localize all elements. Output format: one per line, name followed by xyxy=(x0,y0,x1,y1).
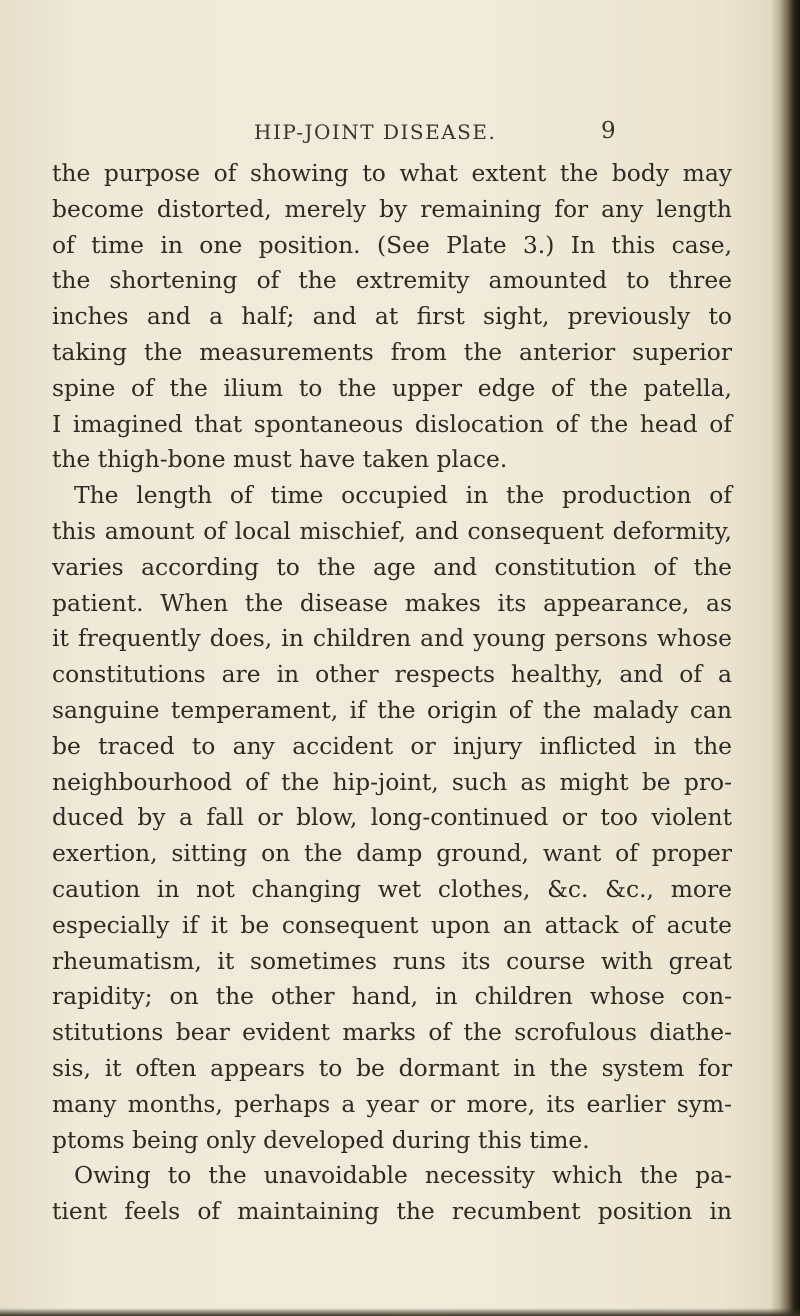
text-line: taking the measurements from the anterior superior xyxy=(52,337,732,366)
text-line: ptoms being only developed during this time. xyxy=(52,1125,590,1154)
text-line: many months, perhaps a year or more, its earlier sym- xyxy=(52,1089,732,1118)
page-edge-shadow xyxy=(770,0,780,1316)
text-line: constitutions are in other respects healthy, and of a xyxy=(52,660,732,689)
text-line: it frequently does, in children and young persons whose xyxy=(52,624,732,653)
text-line: the purpose of showing to what extent the body may xyxy=(52,159,732,187)
text-line: the thigh-bone must have taken place. xyxy=(52,445,508,474)
text-line: tient feels of maintaining the recumbent position in xyxy=(52,1197,732,1226)
body-text xyxy=(52,156,732,1230)
running-head: HIP-JOINT DISEASE. xyxy=(254,120,497,144)
text-line: especially if it be consequent upon an attack of acute xyxy=(52,910,732,939)
text-line: rheumatism, it sometimes runs its course with great xyxy=(52,946,732,975)
page-edge xyxy=(780,0,800,1316)
text-line: of time in one position. (See Plate 3.) In this case, xyxy=(52,230,732,259)
page-number: 9 xyxy=(601,118,616,144)
text-line: patient. When the disease makes its appearance, as xyxy=(52,588,732,617)
text-line: stitutions bear evident marks of the scrofulous diathe- xyxy=(52,1018,732,1047)
text-line: exertion, sitting on the damp ground, want of proper xyxy=(52,839,732,868)
text-line: neighbourhood of the hip-joint, such as might be pro- xyxy=(52,767,732,796)
bottom-edge xyxy=(0,1308,800,1316)
text-line: The length of time occupied in the production of xyxy=(74,481,732,510)
text-line: inches and a half; and at first sight, previously to xyxy=(52,302,732,331)
text-line: varies according to the age and constitution of the xyxy=(52,552,732,581)
text-line: duced by a fall or blow, long-continued or too violent xyxy=(52,803,732,832)
text-line: be traced to any accident or injury inflicted in the xyxy=(52,731,732,760)
text-line: caution in not changing wet clothes, &c. &c., more xyxy=(52,874,732,903)
text-line: I imagined that spontaneous dislocation of the head of xyxy=(52,409,732,438)
page-header xyxy=(0,118,800,152)
text-line: Owing to the unavoidable necessity which the pa- xyxy=(74,1161,732,1190)
text-line: the shortening of the extremity amounted to three xyxy=(52,266,732,295)
text-line: sis, it often appears to be dormant in the system for xyxy=(52,1053,732,1082)
text-line: sanguine temperament, if the origin of the malady can xyxy=(52,695,732,724)
text-line: rapidity; on the other hand, in children whose con- xyxy=(52,982,732,1011)
text-line: become distorted, merely by remaining for any length xyxy=(52,194,732,223)
text-line: spine of the ilium to the upper edge of the patella, xyxy=(52,373,732,402)
text-line: this amount of local mischief, and consequent deformity, xyxy=(52,516,732,545)
